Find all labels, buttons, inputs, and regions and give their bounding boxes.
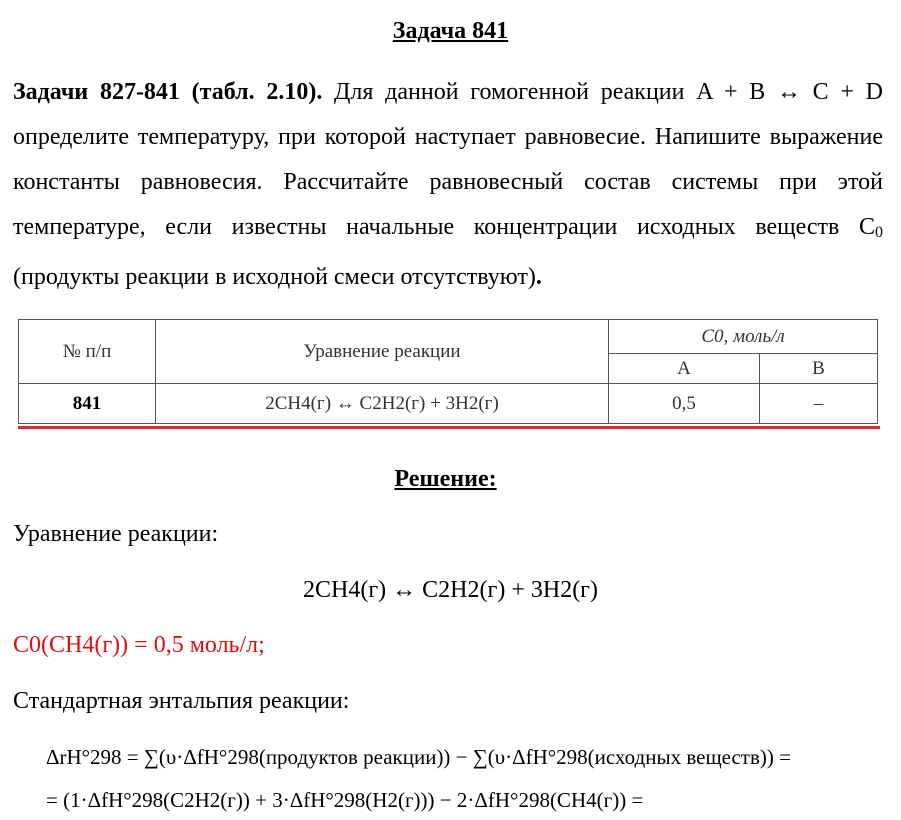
task-statement <box>13 70 883 300</box>
page-title: Задача 841 <box>392 18 509 44</box>
solution-title: Решение: <box>394 466 497 492</box>
task-text: Для данной гомогенной реакции A + B ↔ C + D определите температуру, при которой наступает равновесие. Напишите выражение константы равновесия. Рассчитайте равновесный состав системы при этой температуре, если известны начальные концентрации исходных веществ C <box>13 79 884 240</box>
enthalpy-label: Стандартная энтальпия реакции: <box>13 688 350 714</box>
col-a-header: A <box>609 354 760 384</box>
reaction-table <box>18 319 878 424</box>
initial-concentration: C0(CH4(г)) = 0,5 моль/л; <box>13 632 265 658</box>
col-equation-header: Уравнение реакции <box>156 320 609 384</box>
col-c0-label: C0, моль/л <box>701 325 785 347</box>
equation-label: Уравнение реакции: <box>13 521 219 547</box>
row-equation: 2CH4(г) ↔ C2H2(г) + 3H2(г) <box>156 384 609 424</box>
enthalpy-formula-expanded: = (1·ΔfH°298(C2H2(г)) + 3·ΔfH°298(H2(г))) − 2·ΔfH°298(CH4(г)) = <box>46 788 644 812</box>
col-number-header: № п/п <box>19 320 156 384</box>
task-intro: Задачи 827-841 (табл. 2.10). <box>13 79 323 105</box>
enthalpy-formula: ΔrH°298 = ∑(υ·ΔfH°298(продуктов реакции)) − ∑(υ·ΔfH°298(исходных веществ)) = <box>46 745 791 769</box>
row-b-value: – <box>760 384 878 424</box>
task-text-end: (продукты реакции в исходной смеси отсутствуют) <box>13 264 536 290</box>
row-a-value: 0,5 <box>609 384 760 424</box>
col-c0-header <box>609 320 878 354</box>
task-period: . <box>535 264 542 290</box>
row-number: 841 <box>19 384 156 424</box>
col-b-header: B <box>760 354 878 384</box>
divider-line <box>18 426 880 429</box>
reaction-equation: 2CH4(г) ↔ C2H2(г) + 3H2(г) <box>302 577 599 603</box>
task-c0-sub: 0 <box>875 224 883 241</box>
